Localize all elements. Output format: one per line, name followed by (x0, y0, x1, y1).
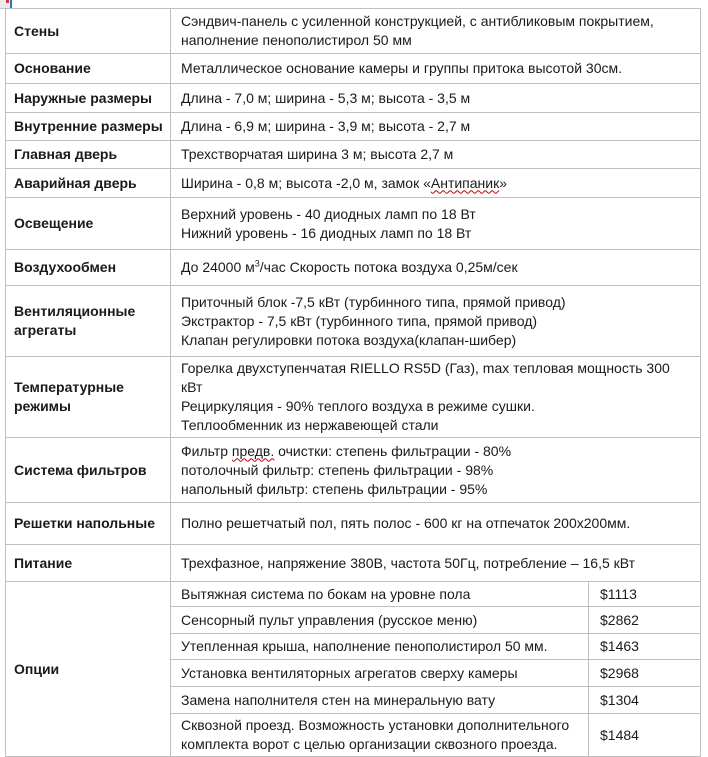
spec-value-cell[interactable] (171, 545, 701, 582)
option-desc-cell[interactable] (171, 582, 589, 607)
table-row (6, 438, 701, 503)
text-line (181, 145, 692, 164)
text-line (181, 258, 692, 277)
text-segment: Металлическое основание камеры и группы притока высотой 30см. (181, 60, 622, 76)
options-label-cell[interactable]: Опции (6, 582, 171, 757)
spec-table (5, 8, 701, 757)
spec-value-cell[interactable] (171, 141, 701, 169)
option-desc-cell[interactable] (171, 634, 589, 660)
misspelled-word: Антипаник (430, 174, 500, 191)
spec-label-cell[interactable]: Воздухообмен (6, 250, 171, 286)
text-segment: Сенсорный пульт управления (русское меню) (181, 611, 478, 628)
option-price-cell[interactable]: $1113 (589, 582, 701, 607)
text-line (181, 205, 692, 224)
text-line (181, 12, 692, 31)
table-row (6, 141, 701, 169)
spec-value-cell[interactable] (171, 438, 701, 503)
red-tick-icon (6, 0, 9, 3)
spec-label-cell[interactable]: Система фильтров (6, 438, 171, 503)
text-segment: Длина - 7,0 м; ширина - 5,3 м; высота - 3,5 м (181, 89, 471, 106)
text-line (181, 224, 692, 243)
text-line (181, 174, 692, 193)
table-row (6, 54, 701, 84)
text-line (181, 293, 692, 312)
text-segment: наполнение пенополистирол 50 мм (181, 32, 412, 48)
text-line (181, 637, 580, 656)
text-segment: напольный фильтр: степень фильтрации - 95% (181, 480, 488, 497)
text-line (181, 359, 692, 397)
text-segment: Установка вентиляторных агрегатов сверху камеры (181, 664, 518, 681)
option-desc-cell[interactable] (171, 660, 589, 687)
option-price-cell[interactable]: $1463 (589, 634, 701, 660)
text-line (181, 735, 580, 754)
text-line (181, 331, 692, 350)
text-line (181, 117, 692, 136)
spec-value-cell[interactable] (171, 84, 701, 113)
table-row (6, 357, 701, 438)
text-segment: До 24000 м (181, 259, 255, 275)
spec-label-cell[interactable]: Освещение (6, 198, 171, 250)
text-segment: Рециркуляция - 90% теплого воздуха в режиме сушки. (181, 398, 535, 414)
spec-value-cell[interactable] (171, 9, 701, 54)
text-segment: Клапан регулировки потока воздуха(клапан-шибер) (181, 331, 517, 348)
spec-label-cell[interactable]: Внутренние размеры (6, 113, 171, 141)
option-desc-cell[interactable] (171, 607, 589, 634)
text-segment: Замена наполнителя стен на минеральную вату (181, 691, 496, 708)
text-segment: Трехфазное, напряжение 380В, частота 50Гц, потребление – 16,5 кВт (181, 554, 636, 571)
text-segment: Теплообменник из нержавеющей стали (181, 417, 439, 433)
misspelled-word: предв. (231, 442, 275, 459)
spec-value-cell[interactable] (171, 286, 701, 357)
spec-value-cell[interactable] (171, 357, 701, 438)
text-line (181, 480, 692, 499)
table-row (6, 169, 701, 198)
text-segment: Полно решетчатый пол, пять полос - 600 кг на отпечаток 200х200мм. (181, 515, 631, 531)
text-line (181, 611, 580, 630)
spec-value-cell[interactable] (171, 503, 701, 545)
superscript-text: 3 (254, 258, 260, 269)
option-desc-cell[interactable] (171, 687, 589, 714)
spec-label-cell[interactable]: Решетки напольные (6, 503, 171, 545)
spec-label-cell[interactable]: Вентиляционные агрегаты (6, 286, 171, 357)
text-segment: Утепленная крыша, наполнение пенополистирол 50 мм. (181, 638, 548, 654)
text-segment: комплекта ворот с целью организации сквозного проезда. (181, 736, 558, 752)
spec-label-cell[interactable]: Аварийная дверь (6, 169, 171, 198)
option-desc-cell[interactable] (171, 714, 589, 757)
text-line (181, 716, 580, 735)
text-segment: Сквозной проезд. Возможность установки дополнительного (181, 717, 570, 733)
table-row (6, 250, 701, 286)
text-segment: Экстрактор - 7,5 кВт (турбинного типа, прямой привод) (181, 312, 538, 329)
spec-value-cell[interactable] (171, 250, 701, 286)
text-segment: Длина - 6,9 м; ширина - 3,9 м; высота - 2,7 м (181, 118, 471, 134)
text-line (181, 31, 692, 50)
table-row (6, 198, 701, 250)
option-price-cell[interactable]: $2968 (589, 660, 701, 687)
text-segment: Приточный блок -7,5 кВт (турбинного типа, прямой привод) (181, 293, 566, 310)
table-row (6, 84, 701, 113)
spec-value-cell[interactable] (171, 169, 701, 198)
text-segment: Ширина - 0,8 м; высота -2,0 м, замок « (181, 174, 431, 191)
table-row (6, 503, 701, 545)
text-line (181, 554, 692, 573)
spec-label-cell[interactable]: Температурные режимы (6, 357, 171, 438)
spec-label-cell[interactable]: Наружные размеры (6, 84, 171, 113)
text-segment: Сэндвич-панель с усиленной конструкцией, с антибликовым покрытием, (181, 13, 654, 29)
text-segment: Фильтр (181, 442, 232, 459)
text-segment: потолочный фильтр: степень фильтрации - 98% (181, 461, 494, 478)
text-line (181, 59, 692, 78)
option-row (6, 582, 701, 607)
table-row (6, 545, 701, 582)
text-line (181, 442, 692, 461)
text-segment: Трехстворчатая ширина 3 м; высота 2,7 м (181, 146, 454, 162)
table-row (6, 113, 701, 141)
spec-label-cell[interactable]: Главная дверь (6, 141, 171, 169)
spec-value-cell[interactable] (171, 198, 701, 250)
spec-label-cell[interactable]: Питание (6, 545, 171, 582)
spec-label-cell[interactable]: Основание (6, 54, 171, 84)
spec-value-cell[interactable] (171, 113, 701, 141)
text-line (181, 691, 580, 710)
table-row (6, 9, 701, 54)
text-line (181, 461, 692, 480)
text-line (181, 397, 692, 416)
text-line (181, 514, 692, 533)
text-line (181, 664, 580, 683)
text-segment: Вытяжная система по бокам на уровне пола (181, 585, 471, 602)
text-line (181, 416, 692, 435)
text-segment: Нижний уровень - 16 диодных ламп по 18 Вт (181, 224, 472, 241)
text-segment: » (499, 174, 508, 191)
text-line (181, 312, 692, 331)
text-segment: Верхний уровень - 40 диодных ламп по 18 Вт (181, 205, 476, 222)
text-segment: /час Скорость потока воздуха 0,25м/сек (259, 259, 518, 275)
option-price-cell[interactable]: $1484 (589, 714, 701, 757)
table-row (6, 286, 701, 357)
spec-label-cell[interactable]: Стены (6, 9, 171, 54)
option-price-cell[interactable]: $1304 (589, 687, 701, 714)
text-line (181, 585, 580, 604)
text-segment: очистки: степень фильтрации - 80% (274, 442, 512, 459)
text-segment: Горелка двухступенчатая RIELLO RS5D (Газ), max тепловая мощность 300 кВт (181, 360, 670, 395)
text-line (181, 89, 692, 108)
spec-value-cell[interactable] (171, 54, 701, 84)
option-price-cell[interactable]: $2862 (589, 607, 701, 634)
